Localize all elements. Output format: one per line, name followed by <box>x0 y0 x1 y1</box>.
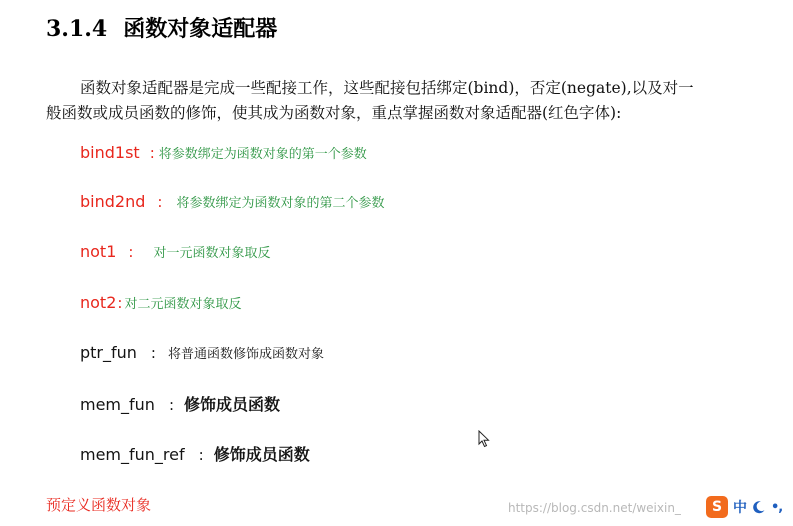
adapter-mem-fun-ref <box>80 444 310 466</box>
intro-paragraph <box>46 76 746 126</box>
mouse-pointer-icon <box>478 430 490 448</box>
adapter-name: mem_fun_ref <box>80 445 185 464</box>
adapter-ptr-fun <box>80 342 324 364</box>
adapter-bind1st <box>80 142 367 164</box>
section-heading <box>46 14 277 44</box>
adapter-separator: : <box>128 243 134 261</box>
adapter-mem-fun <box>80 394 280 416</box>
adapter-name: bind2nd <box>80 192 146 211</box>
adapter-description: 将普通函数修饰成函数对象 <box>167 347 324 362</box>
adapter-name: not2 <box>80 293 117 312</box>
intro-line-2: 般函数或成员函数的修饰，使其成为函数对象，重点掌握函数对象适配器(红色字体): <box>46 104 622 122</box>
section-title: 函数对象适配器 <box>123 16 278 42</box>
adapter-not2 <box>80 292 241 314</box>
adapter-separator: : <box>157 193 163 211</box>
adapter-name: bind1st <box>80 143 140 162</box>
adapter-description: 对二元函数对象取反 <box>124 297 242 312</box>
adapter-separator: : <box>168 396 174 414</box>
intro-line-1: 函数对象适配器是完成一些配接工作，这些配接包括绑定(bind)，否定(negate),以及对一 <box>80 79 694 97</box>
adapter-description: 对一元函数对象取反 <box>153 246 271 261</box>
ime-punctuation-toggle[interactable]: •, <box>771 499 783 515</box>
adapter-name: mem_fun <box>80 395 155 414</box>
adapter-separator: : <box>150 344 156 362</box>
adapter-separator: : <box>117 294 123 312</box>
adapter-description: 将参数绑定为函数对象的第一个参数 <box>158 147 367 162</box>
section-number: 3.1.4 <box>46 16 108 42</box>
adapter-description: 修饰成员函数 <box>184 395 281 414</box>
sogou-logo-icon[interactable]: S <box>706 496 728 518</box>
moon-icon[interactable] <box>752 500 766 514</box>
adapter-bind2nd <box>80 191 384 213</box>
adapter-description: 将参数绑定为函数对象的第二个参数 <box>176 196 385 211</box>
predefined-heading: 预定义函数对象 <box>46 496 152 514</box>
adapter-not1 <box>80 241 270 263</box>
adapter-name: ptr_fun <box>80 343 137 362</box>
ime-mode-toggle[interactable]: 中 <box>733 500 747 516</box>
adapter-separator: : <box>149 144 155 162</box>
adapter-description: 修饰成员函数 <box>213 445 310 464</box>
adapter-name: not1 <box>80 242 117 261</box>
adapter-separator: : <box>198 446 204 464</box>
ime-toolbar[interactable] <box>706 494 793 520</box>
watermark: https://blog.csdn.net/weixin_ <box>508 501 681 515</box>
